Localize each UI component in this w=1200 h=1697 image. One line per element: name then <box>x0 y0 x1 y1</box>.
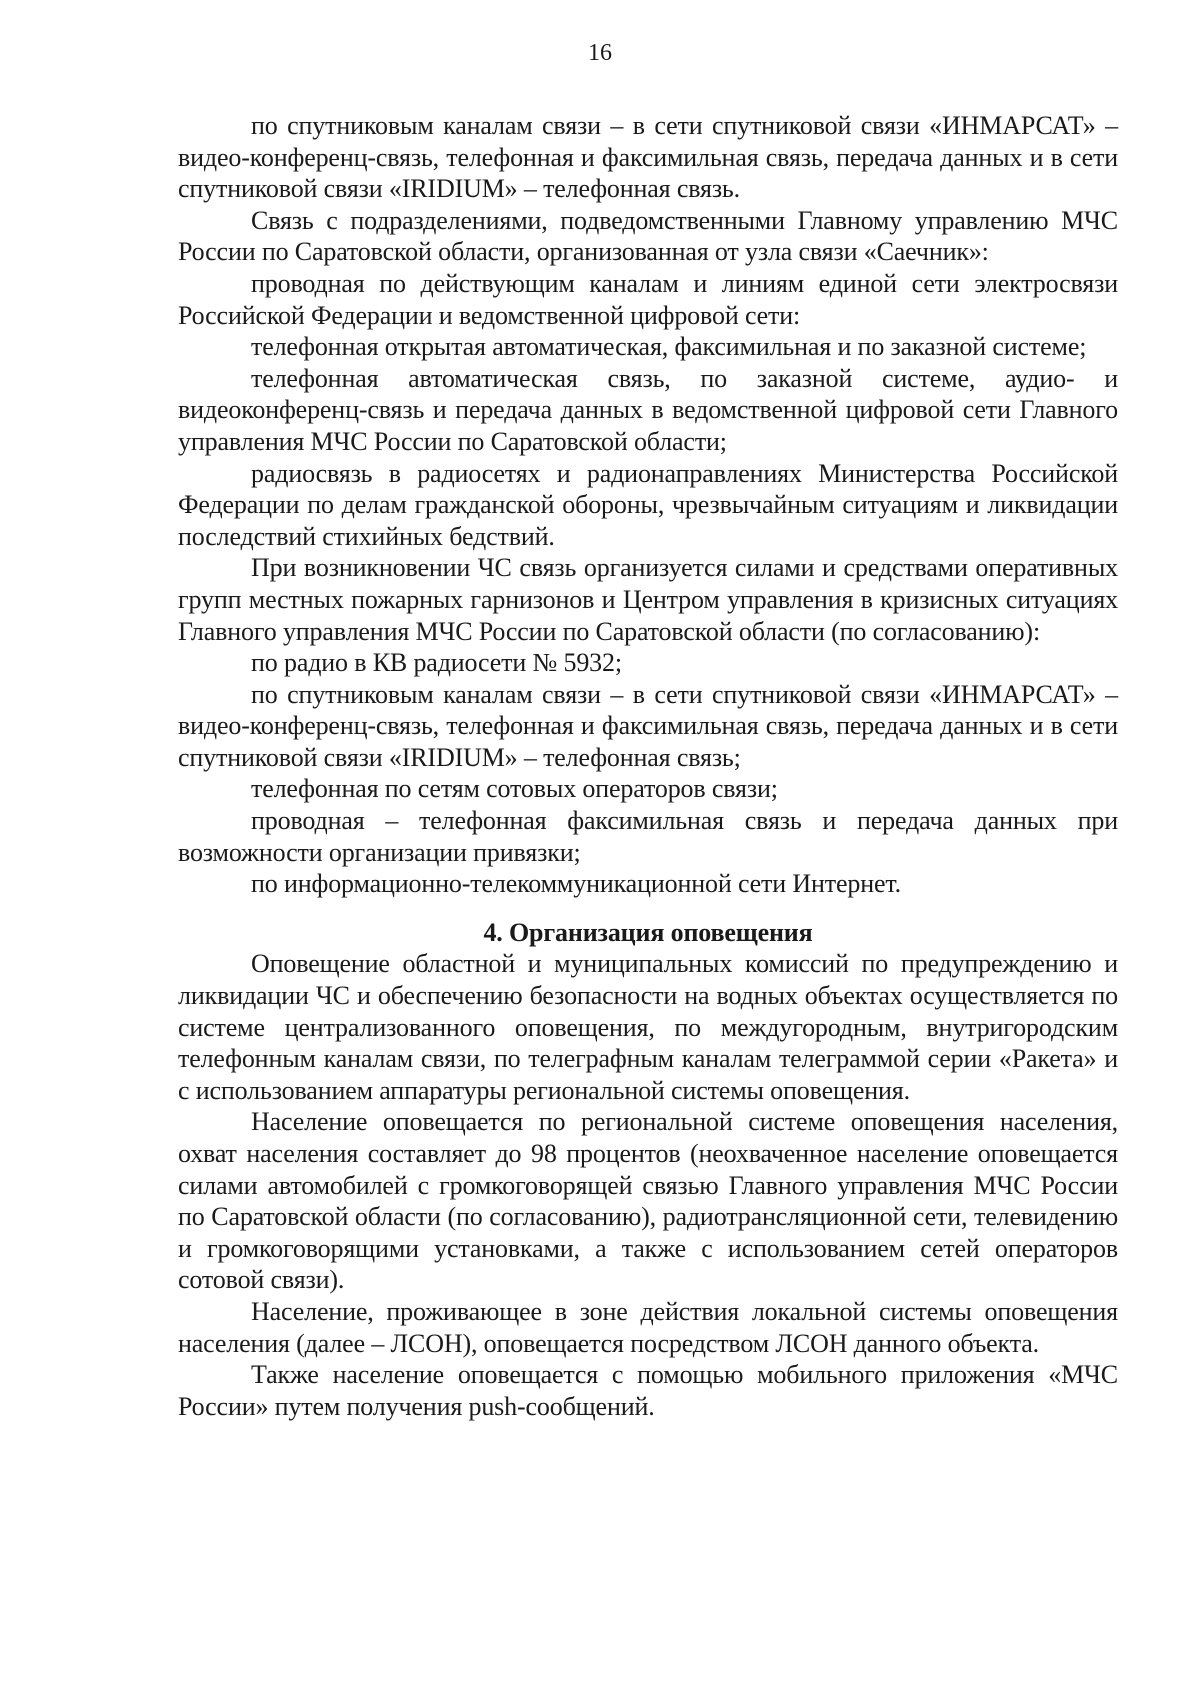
paragraph-mobile-app-alert: Также население оповещается с помощью мобильного приложения «МЧС России» путем получения push-сообщений. <box>178 1360 1118 1421</box>
paragraph-emergency-comm: При возникновении ЧС связь организуется силами и средствами оперативных групп местных пожарных гарнизонов и Центром управления в кризисных ситуациях Главного управления МЧС России по Саратовской области (по согласованию): <box>178 553 1118 646</box>
paragraph-cellular: телефонная по сетям сотовых операторов связи; <box>251 774 778 804</box>
paragraph-local-alert: Население, проживающее в зоне действия локальной системы оповещения населения (далее – ЛСОН), оповещается посредством ЛСОН данного объекта. <box>178 1296 1118 1358</box>
paragraph-wired-comm: проводная по действующим каналам и линиям единой сети электросвязи Российской Федерации и ведомственной цифровой сети: <box>178 268 1118 330</box>
paragraph-wired-fax: проводная – телефонная факсимильная связь и передача данных при возможности организации привязки; <box>178 806 1118 867</box>
section-heading: 4. Организация оповещения <box>483 917 813 947</box>
paragraph-telephone-open: телефонная открытая автоматическая, факсимильная и по заказной системе; <box>251 332 1087 362</box>
paragraph-telephone-automatic: телефонная автоматическая связь, по заказной системе, аудио- и видеоконференц-связь и передача данных в ведомственной цифровой сети Главного управления МЧС России по Саратовской области; <box>178 363 1118 456</box>
paragraph-radio-comm: радиосвязь в радиосетях и радионаправлениях Министерства Российской Федерации по делам гражданской обороны, чрезвычайным ситуациям и ликвидации последствий стихийных бедствий. <box>178 458 1118 551</box>
page-number: 16 <box>588 40 612 66</box>
document-body <box>178 110 1118 1422</box>
paragraph-hf-radio: по радио в КВ радиосети № 5932; <box>251 648 622 678</box>
paragraph-satellite-comm: по спутниковым каналам связи – в сети спутниковой связи «ИНМАРСАТ» – видео-конференц-связь, телефонная и факсимильная связь, передача данных и в сети спутниковой связи «IRIDIUM» – телефонная связь. <box>178 111 1118 204</box>
paragraph-satellite-emergency: по спутниковым каналам связи – в сети спутниковой связи «ИНМАРСАТ» – видео-конференц-связь, телефонная и факсимильная связь, передача данных и в сети спутниковой связи «IRIDIUM» – телефонная связь; <box>178 679 1118 772</box>
paragraph-population-alert: Население оповещается по региональной системе оповещения населения, охват населения составляет до 98 процентов (неохваченное население оповещается силами автомобилей с громкоговорящей связью Главного управления МЧС России по Саратовской области (по согласованию), радиотрансляционной сети, телевидению и громкоговорящими установками, а также с использованием сетей операторов сотовой связи). <box>178 1107 1118 1295</box>
paragraph-subdivisions-comm: Связь с подразделениями, подведомственными Главному управлению МЧС России по Саратовской области, организованная от узла связи «Саечник»: <box>178 205 1118 267</box>
paragraph-commission-alert: Оповещение областной и муниципальных комиссий по предупреждению и ликвидации ЧС и обеспечению безопасности на водных объектах осуществляется по системе централизованного оповещения, по междугородным, внутригородским телефонным каналам связи, по телеграфным каналам телеграммой серии «Ракета» и с использованием аппаратуры региональной системы оповещения. <box>178 949 1118 1105</box>
paragraph-internet: по информационно-телекоммуникационной сети Интернет. <box>251 869 901 899</box>
